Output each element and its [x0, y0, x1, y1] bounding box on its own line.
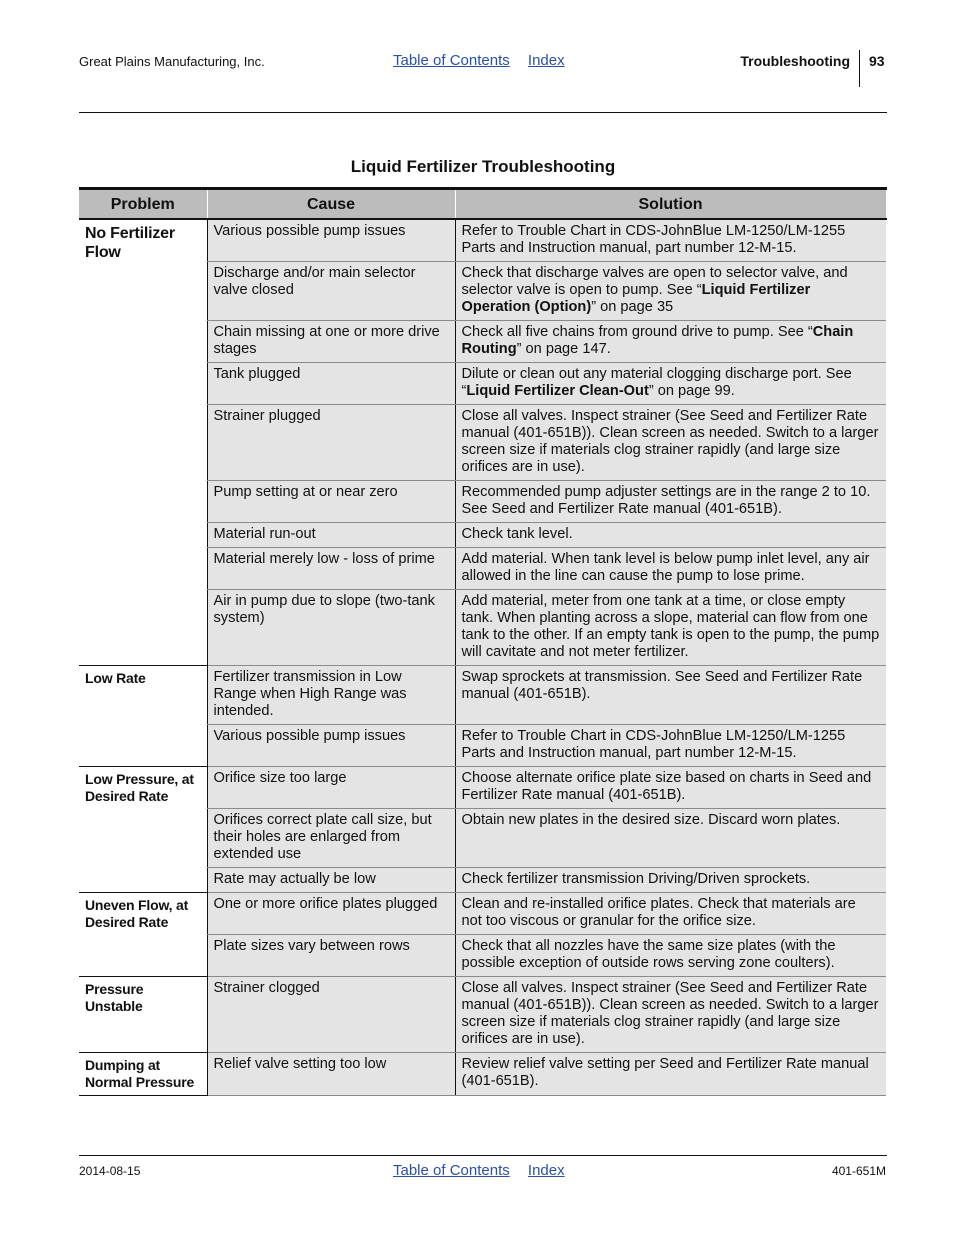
solution-cell	[455, 893, 886, 935]
solution-cell	[455, 767, 886, 809]
solution-cell	[455, 666, 886, 725]
cause-cell: Chain missing at one or more drive stages	[207, 321, 455, 363]
page-number: 93	[869, 53, 885, 69]
solution-reference: Chain Routing	[461, 324, 854, 357]
cause-cell: One or more orifice plates plugged	[207, 893, 455, 935]
solution-cell	[455, 809, 886, 868]
solution-text: Close all valves. Inspect strainer (See Seed and Fertilizer Rate manual (401-651B)). Clean screen as needed. Switch to a larger screen size if materials clog strainer rapidly (and large size orifices are in use).	[461, 408, 879, 475]
solution-text: Refer to Trouble Chart in CDS-JohnBlue LM-1250/LM-1255 Parts and Instruction manual, part number 12-M-15.	[461, 223, 846, 256]
table-title: Liquid Fertilizer Troubleshooting	[350, 157, 616, 176]
solution-text: Clean and re-installed orifice plates. Check that materials are not too viscous or granular for the orifice size.	[461, 896, 856, 929]
cause-cell: Various possible pump issues	[207, 219, 455, 262]
company-name: Great Plains Manufacturing, Inc.	[79, 54, 265, 69]
problem-cell: Low Rate	[79, 666, 207, 767]
cause-cell: Material run-out	[207, 523, 455, 548]
footer-nav	[393, 1162, 565, 1179]
solution-text: Dilute or clean out any material clogging discharge port. See “	[461, 366, 852, 399]
problem-cell: Pressure Unstable	[79, 977, 207, 1053]
cause-cell: Orifice size too large	[207, 767, 455, 809]
solution-text: Add material, meter from one tank at a time, or close empty tank. When planting across a slope, material can flow from one tank to the other. If an empty tank is open to the pump, the pump will cavitate and not meter fertilizer.	[461, 593, 880, 660]
header-rule	[79, 112, 887, 113]
footer-toc-link[interactable]: Table of Contents	[393, 1162, 510, 1179]
problem-cell: No Fertilizer Flow	[79, 219, 207, 666]
solution-cell	[455, 1053, 886, 1096]
section-title: Troubleshooting	[740, 53, 850, 69]
table-row	[79, 893, 886, 935]
solution-cell	[455, 935, 886, 977]
solution-cell	[455, 725, 886, 767]
problem-cell: Dumping at Normal Pressure	[79, 1053, 207, 1096]
cause-cell: Air in pump due to slope (two-tank system)	[207, 590, 455, 666]
troubleshooting-table	[79, 187, 887, 1096]
solution-reference: Liquid Fertilizer Operation (Option)	[461, 282, 811, 315]
header-toc-link[interactable]: Table of Contents	[393, 52, 510, 69]
solution-cell	[455, 523, 886, 548]
solution-text: Check that all nozzles have the same size plates (with the possible exception of outside rows serving zone coulters).	[461, 938, 836, 971]
solution-reference: Liquid Fertilizer Clean-Out	[466, 383, 649, 399]
problem-cell: Low Pressure, at Desired Rate	[79, 767, 207, 893]
cause-cell: Strainer plugged	[207, 405, 455, 481]
header-problem: Problem	[79, 189, 207, 220]
cause-cell: Material merely low - loss of prime	[207, 548, 455, 590]
cause-cell: Discharge and/or main selector valve closed	[207, 262, 455, 321]
cause-cell: Various possible pump issues	[207, 725, 455, 767]
solution-cell	[455, 363, 886, 405]
table-header-row	[79, 189, 886, 220]
table-row	[79, 1053, 886, 1096]
solution-text: Check tank level.	[461, 526, 573, 542]
solution-cell	[455, 262, 886, 321]
table-row	[79, 219, 886, 262]
solution-text: Refer to Trouble Chart in CDS-JohnBlue LM-1250/LM-1255 Parts and Instruction manual, part number 12-M-15.	[461, 728, 846, 761]
table-body	[79, 219, 886, 1096]
solution-text: Check that discharge valves are open to selector valve, and selector valve is open to pump. See “	[461, 265, 848, 298]
solution-cell	[455, 481, 886, 523]
cause-cell: Fertilizer transmission in Low Range when High Range was intended.	[207, 666, 455, 725]
solution-cell	[455, 405, 886, 481]
header-divider	[859, 50, 860, 87]
solution-text: ” on page 99.	[648, 383, 735, 399]
solution-text: Close all valves. Inspect strainer (See Seed and Fertilizer Rate manual (401-651B)). Clean screen as needed. Switch to a larger screen size if materials clog strainer rapidly (and large size orifices are in use).	[461, 980, 879, 1047]
solution-text: Obtain new plates in the desired size. Discard worn plates.	[461, 812, 841, 828]
solution-text: Swap sprockets at transmission. See Seed and Fertilizer Rate manual (401-651B).	[461, 669, 863, 702]
problem-cell: Uneven Flow, at Desired Rate	[79, 893, 207, 977]
solution-text: Choose alternate orifice plate size based on charts in Seed and Fertilizer Rate manual (401-651B).	[461, 770, 872, 803]
cause-cell: Relief valve setting too low	[207, 1053, 455, 1096]
solution-text: Recommended pump adjuster settings are in the range 2 to 10. See Seed and Fertilizer Rate manual (401-651B).	[461, 484, 871, 517]
troubleshooting-table-container	[79, 187, 886, 1096]
footer-rule	[79, 1155, 887, 1156]
footer-doc-number: 401-651M	[831, 1164, 886, 1178]
header-cause: Cause	[207, 189, 455, 220]
cause-cell: Orifices correct plate call size, but their holes are enlarged from extended use	[207, 809, 455, 868]
solution-cell	[455, 321, 886, 363]
cause-cell: Strainer clogged	[207, 977, 455, 1053]
cause-cell: Pump setting at or near zero	[207, 481, 455, 523]
cause-cell: Plate sizes vary between rows	[207, 935, 455, 977]
table-row	[79, 977, 886, 1053]
solution-text: ” on page 35	[591, 299, 674, 315]
header-solution: Solution	[455, 189, 886, 220]
solution-cell	[455, 219, 886, 262]
header-nav	[393, 52, 565, 69]
header-index-link[interactable]: Index	[527, 52, 565, 69]
solution-text: Review relief valve setting per Seed and Fertilizer Rate manual (401-651B).	[461, 1056, 869, 1089]
solution-text: Add material. When tank level is below pump inlet level, any air allowed in the line can cause the pump to lose prime.	[461, 551, 870, 584]
cause-cell: Tank plugged	[207, 363, 455, 405]
table-row	[79, 666, 886, 725]
solution-text: Check all five chains from ground drive to pump. See “	[461, 324, 813, 340]
table-row	[79, 767, 886, 809]
footer-date: 2014-08-15	[79, 1164, 141, 1178]
solution-cell	[455, 977, 886, 1053]
solution-cell	[455, 590, 886, 666]
solution-cell	[455, 868, 886, 893]
cause-cell: Rate may actually be low	[207, 868, 455, 893]
footer-index-link[interactable]: Index	[527, 1162, 565, 1179]
solution-text: ” on page 147.	[516, 341, 611, 357]
solution-cell	[455, 548, 886, 590]
solution-text: Check fertilizer transmission Driving/Driven sprockets.	[461, 871, 811, 887]
